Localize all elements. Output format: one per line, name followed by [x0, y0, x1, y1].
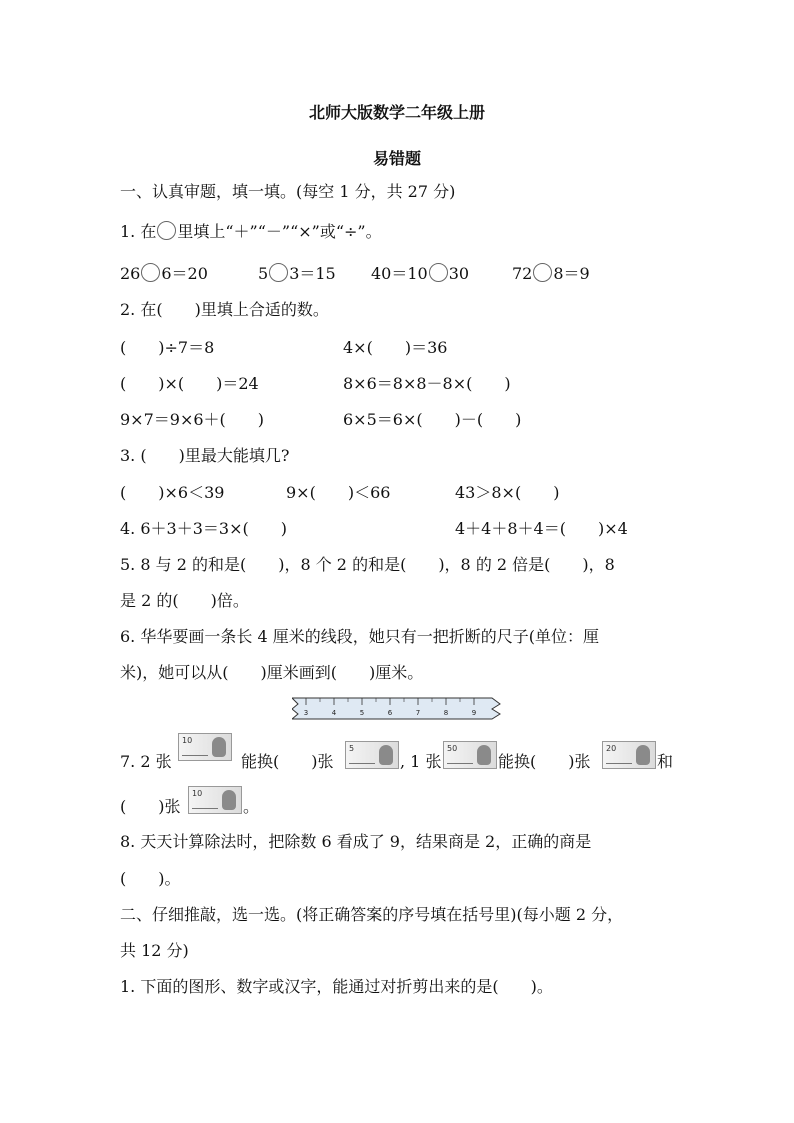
q2-equation: ( )÷7＝8 [120, 338, 215, 357]
portrait-icon [222, 790, 236, 810]
ruler-tick-label: 9 [471, 709, 477, 717]
q1-prompt [120, 220, 382, 244]
section2-heading-line1: 二、仔细推敲，选一选。(将正确答案的序号填在括号里)(每小题 2 分， [120, 905, 624, 924]
q2-equation: 6×5＝6×( )－( ) [343, 410, 522, 429]
q7-text-exchange-2: 能换( )张 [498, 752, 591, 771]
q2-equation: 9×7＝9×6＋( ) [120, 410, 265, 429]
banknote-10-yuan-icon [178, 733, 232, 761]
q1-item-left: 72 [512, 264, 533, 283]
answer-circle-icon [157, 221, 176, 240]
q1-item-left: 5 [258, 264, 269, 283]
q3-inequality: 9×( )＜66 [286, 483, 391, 502]
q1-item-right: 8＝9 [553, 264, 590, 283]
note-denomination: 10 [182, 736, 193, 745]
q6-line2: 米)，她可以从( )厘米画到( )厘米。 [120, 663, 424, 682]
note-line [447, 763, 473, 764]
note-line [182, 755, 208, 756]
banknote-5-yuan-icon [345, 741, 399, 769]
portrait-icon [636, 745, 650, 765]
q6-line1: 6. 华华要画一条长 4 厘米的线段，她只有一把折断的尺子(单位：厘 [120, 627, 599, 646]
q7-text-one: , 1 张 [400, 752, 442, 771]
q1-item-right: 30 [448, 264, 470, 283]
q1-answer-circle[interactable] [429, 263, 448, 282]
broken-ruler-image [292, 696, 502, 721]
q3-inequality: 43＞8×( ) [455, 483, 560, 502]
q2-equation: 4×( )＝36 [343, 338, 448, 357]
q1-item-left: 26 [120, 264, 141, 283]
banknote-20-yuan-icon [602, 741, 656, 769]
banknote-10-yuan-icon [188, 786, 242, 814]
worksheet-subtitle: 易错题 [372, 149, 421, 168]
worksheet-title: 北师大版数学二年级上册 [308, 103, 485, 122]
q5-line1: 5. 8 与 2 的和是( )，8 个 2 的和是( )，8 的 2 倍是( )，8 [120, 555, 615, 574]
q2-equation: ( )×( )＝24 [120, 374, 259, 393]
q1-item-right: 3＝15 [289, 264, 336, 283]
q1-answer-circle[interactable] [269, 263, 288, 282]
ruler-tick-label: 7 [415, 709, 421, 717]
q1-item-4 [512, 262, 590, 286]
note-line [349, 763, 375, 764]
q3-prompt: 3. ( )里最大能填几? [120, 446, 290, 465]
q5-line2: 是 2 的( )倍。 [120, 591, 249, 610]
ruler-tick-label: 3 [303, 709, 309, 717]
banknote-50-yuan-icon [443, 741, 497, 769]
q8-line1: 8. 天天计算除法时，把除数 6 看成了 9，结果商是 2，正确的商是 [120, 832, 592, 851]
q7-text-exchange: 能换( )张 [241, 752, 334, 771]
ruler-tick-label: 8 [443, 709, 449, 717]
ruler-tick-label: 5 [359, 709, 365, 717]
q1-answer-circle[interactable] [533, 263, 552, 282]
q7-text-and: 和 [657, 752, 674, 771]
q2-prompt: 2. 在( )里填上合适的数。 [120, 300, 329, 319]
note-denomination: 5 [349, 744, 355, 753]
ruler-tick-label: 4 [331, 709, 337, 717]
portrait-icon [212, 737, 226, 757]
q7-line2-text: ( )张 [120, 797, 181, 816]
q1-prompt-pre: 1. 在 [120, 222, 157, 241]
note-line [606, 763, 632, 764]
q1-item-2 [258, 262, 336, 286]
note-denomination: 10 [192, 789, 203, 798]
note-denomination: 20 [606, 744, 617, 753]
ruler-tick-label: 6 [387, 709, 393, 717]
section2-heading-line2: 共 12 分) [120, 941, 189, 960]
portrait-icon [477, 745, 491, 765]
q4-right: 4＋4＋8＋4＝( )×4 [455, 519, 628, 538]
q1-item-left: 40＝10 [371, 264, 428, 283]
q8-line2: ( )。 [120, 869, 181, 888]
q1-item-right: 6＝20 [161, 264, 208, 283]
section1-heading: 一、认真审题，填一填。(每空 1 分，共 27 分) [120, 182, 456, 201]
q1-item-1 [120, 262, 208, 286]
q3-inequality: ( )×6＜39 [120, 483, 225, 502]
note-line [192, 808, 218, 809]
note-denomination: 50 [447, 744, 458, 753]
q1-answer-circle[interactable] [141, 263, 160, 282]
q7-number: 7. 2 张 [120, 752, 172, 771]
q7-line2-end: 。 [243, 797, 260, 816]
portrait-icon [379, 745, 393, 765]
q1-item-3 [371, 262, 469, 286]
q2-equation: 8×6＝8×8－8×( ) [343, 374, 511, 393]
q1-prompt-post: 里填上“＋”“－”“×”或“÷”。 [177, 222, 382, 241]
q4-left: 4. 6＋3＋3＝3×( ) [120, 519, 287, 538]
section2-q1: 1. 下面的图形、数字或汉字，能通过对折剪出来的是( )。 [120, 977, 553, 996]
